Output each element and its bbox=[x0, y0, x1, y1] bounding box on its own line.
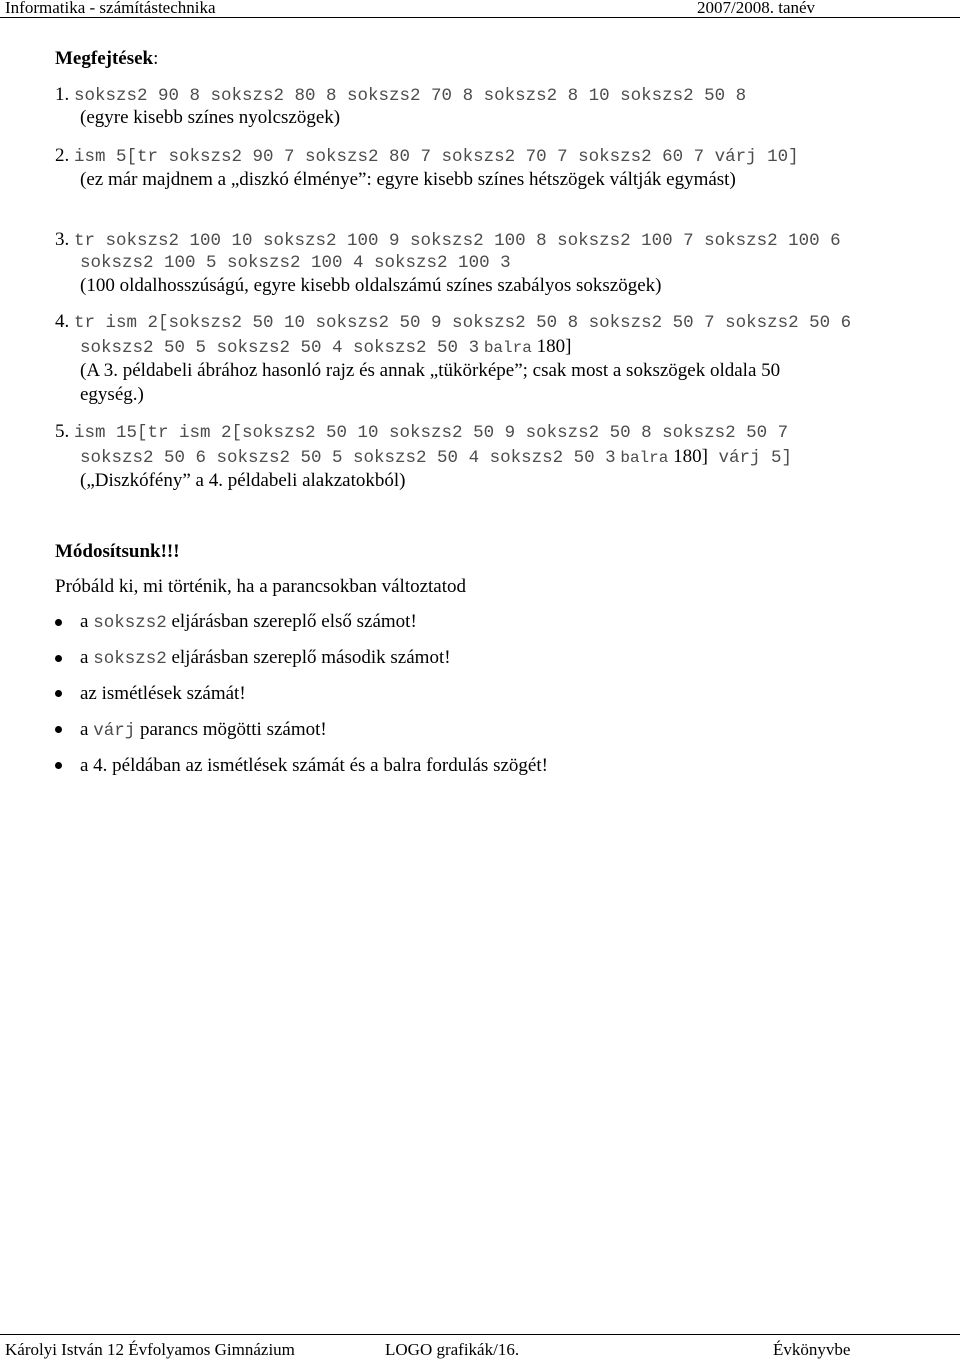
page-footer bbox=[0, 1334, 960, 1360]
footer-left: Károlyi István 12 Évfolyamos Gimnázium bbox=[5, 1340, 295, 1359]
item-number: 2. bbox=[55, 145, 70, 166]
code-line: tr sokszs2 100 10 sokszs2 100 9 sokszs2 100 8 sokszs2 100 7 sokszs2 100 6 bbox=[74, 231, 841, 251]
bullet-item-5 bbox=[80, 755, 548, 777]
bullet-dot bbox=[55, 726, 62, 733]
bullet-item-2 bbox=[80, 647, 451, 670]
item-1-desc: (egyre kisebb színes nyolcszögek) bbox=[80, 107, 341, 128]
code-angle: 180] bbox=[668, 446, 708, 467]
bullet-text-end: parancs mögötti számot! bbox=[135, 719, 327, 740]
code-line: tr ism 2[sokszs2 50 10 sokszs2 50 9 sokszs2 50 8 sokszs2 50 7 sokszs2 50 6 bbox=[74, 313, 852, 333]
code-line: ism 5[tr sokszs2 90 7 sokszs2 80 7 sokszs2 70 7 sokszs2 60 7 várj 10] bbox=[74, 147, 799, 167]
header-right: 2007/2008. tanév bbox=[697, 0, 816, 17]
item-number: 5. bbox=[55, 421, 70, 442]
item-5-desc: („Diszkófény” a 4. példabeli alakzatokból) bbox=[80, 470, 406, 491]
item-2-desc: (ez már majdnem a „diszkó élménye”: egyre kisebb színes hétszögek váltják egymást) bbox=[80, 169, 736, 190]
item-3-code-cont bbox=[80, 251, 511, 274]
footer-right: Évkönyvbe bbox=[773, 1340, 851, 1359]
item-1-code bbox=[55, 84, 746, 107]
item-4-desc: (A 3. példabeli ábrához hasonló rajz és annak „tükörképe”; csak most a sokszögek oldala 50 bbox=[80, 360, 781, 381]
bullet-text-end: eljárásban szereplő első számot! bbox=[166, 611, 417, 632]
bullet-text: az ismétlések számát! bbox=[80, 683, 246, 704]
bullet-dot bbox=[55, 655, 62, 662]
bullet-code: várj bbox=[93, 721, 136, 741]
bullet-dot bbox=[55, 762, 62, 769]
bullet-code: sokszs2 bbox=[93, 649, 167, 669]
code-keyword: balra bbox=[620, 449, 669, 467]
bullet-text: a bbox=[80, 719, 94, 740]
code-keyword: balra bbox=[483, 339, 532, 357]
item-3-desc: (100 oldalhosszúságú, egyre kisebb oldalszámú színes szabályos sokszögek) bbox=[80, 275, 662, 296]
bullet-item-4 bbox=[80, 719, 327, 742]
item-4-code-cont bbox=[80, 336, 571, 359]
section-title bbox=[55, 48, 158, 70]
bullet-dot bbox=[55, 690, 62, 697]
item-number: 1. bbox=[55, 84, 70, 105]
code-line: ism 15[tr ism 2[sokszs2 50 10 sokszs2 50 9 sokszs2 50 8 sokszs2 50 7 bbox=[74, 423, 789, 443]
bullet-item-1 bbox=[80, 611, 417, 634]
header-left: Informatika - számítástechnika bbox=[5, 0, 216, 17]
item-4-desc-cont: egység.) bbox=[80, 384, 144, 405]
bullet-text: a bbox=[80, 647, 94, 668]
modify-intro: Próbáld ki, mi történik, ha a parancsokban változtatod bbox=[55, 576, 467, 597]
code-angle: 180] bbox=[531, 336, 572, 357]
page-header bbox=[0, 0, 960, 18]
section-title-colon: : bbox=[153, 48, 159, 69]
item-5-code-cont bbox=[80, 446, 792, 469]
bullet-item-3 bbox=[80, 683, 246, 705]
bullet-dot bbox=[55, 619, 62, 626]
item-3-code bbox=[55, 229, 841, 252]
code-line: sokszs2 50 6 sokszs2 50 5 sokszs2 50 4 sokszs2 50 3 bbox=[80, 448, 616, 468]
bullet-code: sokszs2 bbox=[93, 613, 167, 633]
item-number: 3. bbox=[55, 229, 70, 250]
section-title-text: Megfejtések bbox=[55, 48, 154, 69]
footer-center: LOGO grafikák/16. bbox=[385, 1340, 520, 1359]
item-5-code bbox=[55, 421, 788, 444]
code-line: sokszs2 100 5 sokszs2 100 4 sokszs2 100 3 bbox=[80, 253, 511, 273]
code-line: sokszs2 50 5 sokszs2 50 4 sokszs2 50 3 bbox=[80, 338, 480, 358]
bullet-text: a 4. példában az ismétlések számát és a balra fordulás szögét! bbox=[80, 755, 548, 776]
bullet-text: a bbox=[80, 611, 94, 632]
code-wait: várj 5] bbox=[707, 448, 792, 468]
bullet-text-end: eljárásban szereplő második számot! bbox=[166, 647, 451, 668]
item-4-code bbox=[55, 311, 851, 334]
code-line: sokszs2 90 8 sokszs2 80 8 sokszs2 70 8 sokszs2 8 10 sokszs2 50 8 bbox=[74, 86, 747, 106]
item-number: 4. bbox=[55, 311, 70, 332]
modify-title: Módosítsunk!!! bbox=[55, 541, 180, 562]
item-2-code bbox=[55, 145, 799, 168]
